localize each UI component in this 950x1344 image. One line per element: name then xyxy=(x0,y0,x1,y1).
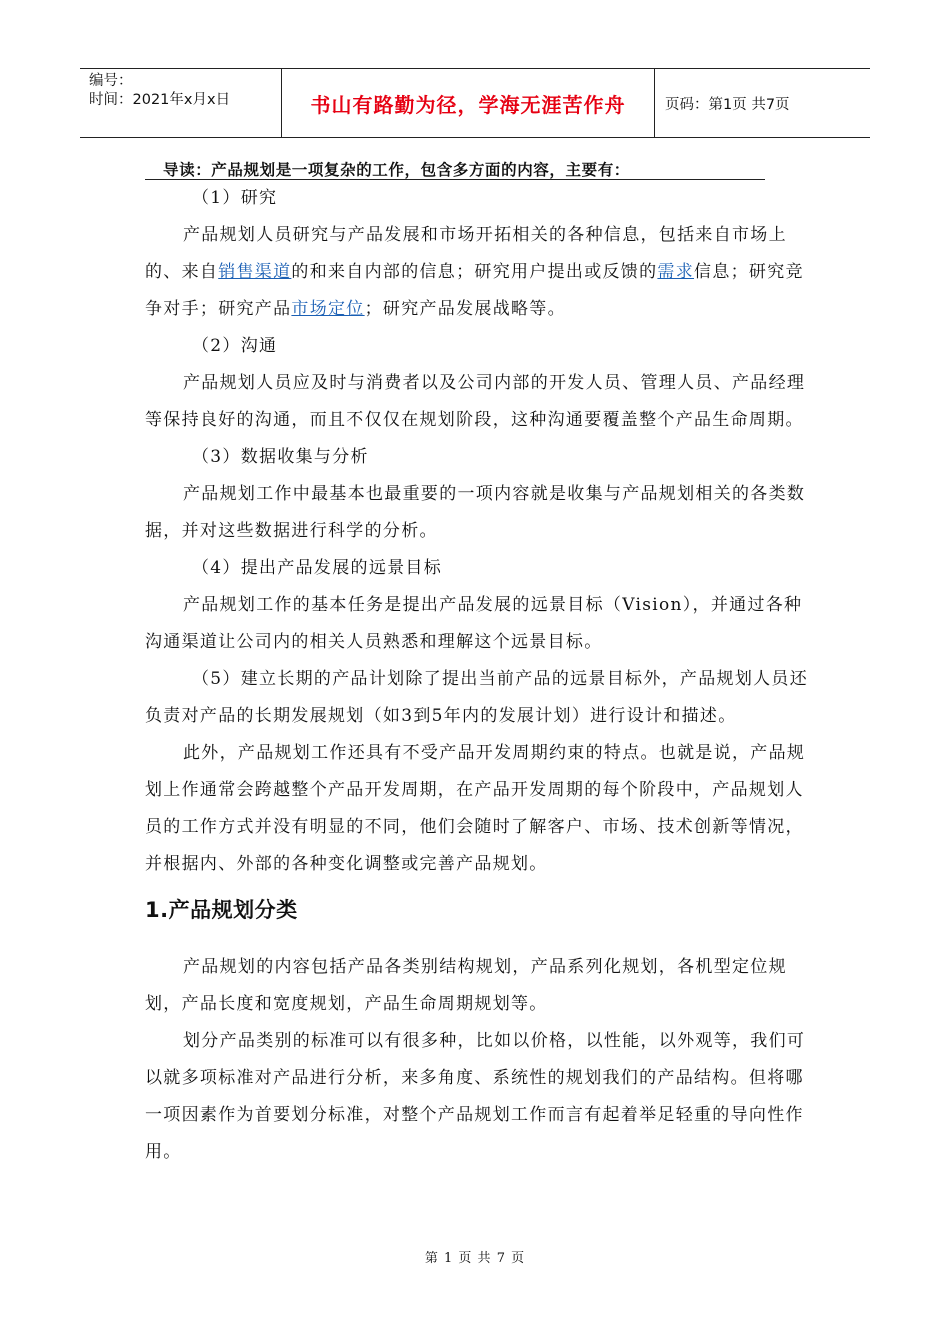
research-text: 的和来自内部的信息；研究用户提出或反馈的 xyxy=(291,262,658,282)
paragraph-data: 产品规划工作中最基本也最重要的一项内容就是收集与产品规划相关的各类数据，并对这些数据进行科学的分析。 xyxy=(145,484,806,541)
link-market-positioning[interactable]: 市场定位 xyxy=(291,299,365,319)
section-title-data: （3）数据收集与分析 xyxy=(192,447,369,467)
header-page-info: 页码：第1页 共7页 xyxy=(665,96,790,113)
section-heading: 1.产品规划分类 xyxy=(145,898,298,922)
header-table xyxy=(80,68,870,138)
paragraph-classification-2: 划分产品类别的标准可以有很多种，比如以价格，以性能，以外观等，我们可以就多项标准对产品进行分析，来多角度、系统性的规划我们的产品结构。但将哪一项因素作为首要划分标准，对整个产品规划工作而言有起着举足轻重的导向性作用。 xyxy=(145,1031,806,1162)
page-footer: 第 1 页 共 7 页 xyxy=(424,1251,526,1266)
research-text: 信息；研究竞争对手；研究产品 xyxy=(145,262,804,319)
research-text: ；研究产品发展战略等。 xyxy=(364,299,566,319)
paragraph-communication: 产品规划人员应及时与消费者以及公司内部的开发人员、管理人员、产品经理等保持良好的沟通，而且不仅仅在规划阶段，这种沟通要覆盖整个产品生命周期。 xyxy=(145,373,806,430)
paragraph-vision: 产品规划工作的基本任务是提出产品发展的远景目标（Vision），并通过各种沟通渠道让公司内的相关人员熟悉和理解这个远景目标。 xyxy=(145,595,803,652)
link-sales-channel[interactable]: 销售渠道 xyxy=(218,262,292,282)
document-time-label: 时间：2021年x月x日 xyxy=(89,92,231,108)
document-number-label: 编号： xyxy=(89,73,133,89)
paragraph-longterm: （5）建立长期的产品计划除了提出当前产品的远景目标外，产品规划人员还负责对产品的长期发展规划（如3到5年内的发展计划）进行设计和描述。 xyxy=(145,669,809,726)
paragraph-classification-1: 产品规划的内容包括产品各类别结构规划，产品系列化规划，各机型定位规划，产品长度和宽度规划，产品生命周期规划等。 xyxy=(145,957,787,1014)
link-demand[interactable]: 需求 xyxy=(657,262,695,282)
section-title-communication: （2）沟通 xyxy=(192,336,278,356)
section-title-research: （1）研究 xyxy=(192,188,278,208)
section-title-vision: （4）提出产品发展的远景目标 xyxy=(192,558,443,578)
lead-paragraph: 导读：产品规划是一项复杂的工作，包含多方面的内容，主要有： xyxy=(145,160,765,180)
document-body xyxy=(145,180,815,1171)
header-meta xyxy=(80,69,282,137)
paragraph-extra: 此外，产品规划工作还具有不受产品开发周期约束的特点。也就是说，产品规划上作通常会跨越整个产品开发周期，在产品开发周期的每个阶段中，产品规划人员的工作方式并没有明显的不同，他们会随时了解客户、市场、技术创新等情况，并根据内、外部的各种变化调整或完善产品规划。 xyxy=(145,743,806,874)
paragraph-research xyxy=(145,217,815,328)
research-text: 产品规划人员研究与产品发展和市场开拓相关的各种信息，包括来自市场上的、来自 xyxy=(145,225,787,282)
header-motto: 书山有路勤为径，学海无涯苦作舟 xyxy=(282,69,655,137)
